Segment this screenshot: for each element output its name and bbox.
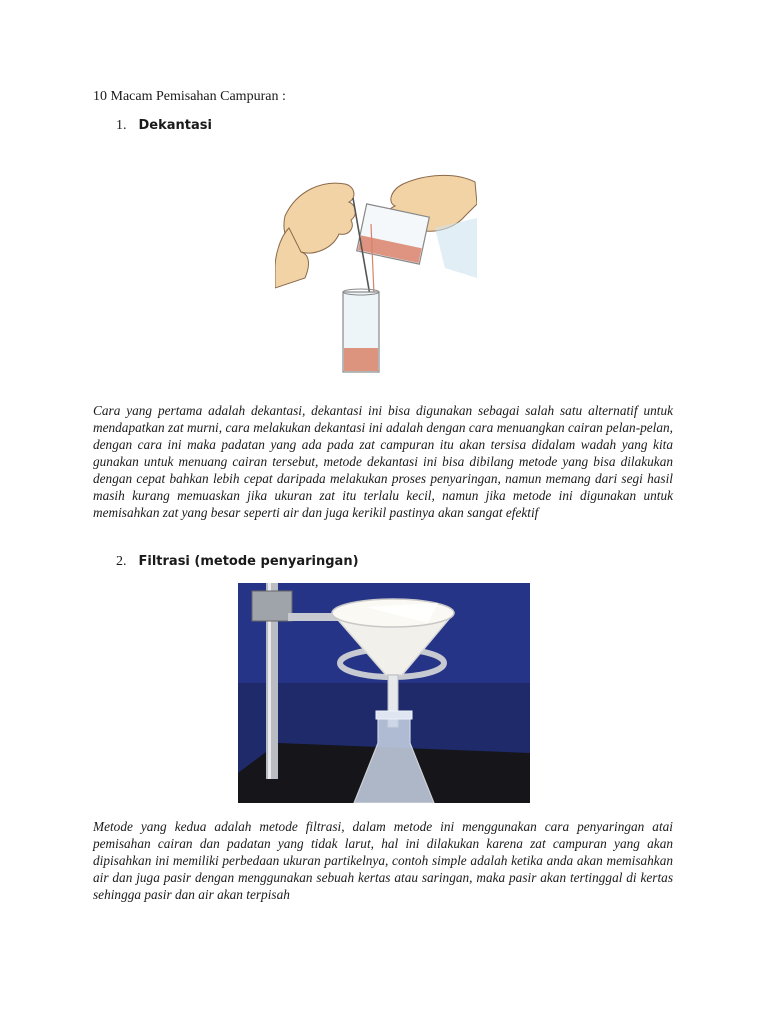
section-heading-dekantasi: [116, 118, 212, 134]
section-number: 2.: [116, 554, 127, 569]
section-heading-filtrasi: [116, 554, 359, 570]
document-title: 10 Macam Pemisahan Campuran :: [93, 89, 286, 104]
section-title: Filtrasi (metode penyaringan): [138, 554, 359, 569]
section-paragraph-filtrasi: Metode yang kedua adalah metode filtrasi, dalam metode ini menggunakan cara penyaringan atai pemisahan cairan dan padatan yang tidak larut, hal ini dilakukan karena zat campuran yang akan dipisahkan ini memiliki perbedaan ukuran partikelnya, contoh simple adalah ketika anda akan memisahkan air dan juga pasir dengan menggunakan sebuah kertas atau saringan, maka pasir akan tertinggal di kertas sehingga pasir dan air akan terpisah: [93, 819, 673, 902]
section-title: Dekantasi: [138, 118, 212, 133]
filtration-photo-icon: [238, 583, 530, 803]
section-number: 1.: [116, 118, 127, 133]
decantation-illustration-icon: [275, 168, 477, 376]
section-paragraph-dekantasi: Cara yang pertama adalah dekantasi, dekantasi ini bisa digunakan sebagai salah satu alternatif untuk mendapatkan zat murni, cara melakukan dekantasi ini adalah dengan cara menuangkan cairan pelan-pelan, dengan cara ini maka padatan yang ada pada zat campuran itu akan tersisa didalam wadah yang kita gunakan untuk menuang cairan tersebut, metode dekantasi ini bisa dibilang metode yang bisa dilakukan dengan cepat bahkan lebih cepat daripada melakukan proses penyaringan, namun memang dari segi hasil masih kurang memuaskan jika ukuran zat itu terlalu kecil, namun jika metode ini digunakan untuk memisahkan zat yang besar seperti air dan juga kerikil pastinya akan sangat efektif: [93, 403, 673, 520]
